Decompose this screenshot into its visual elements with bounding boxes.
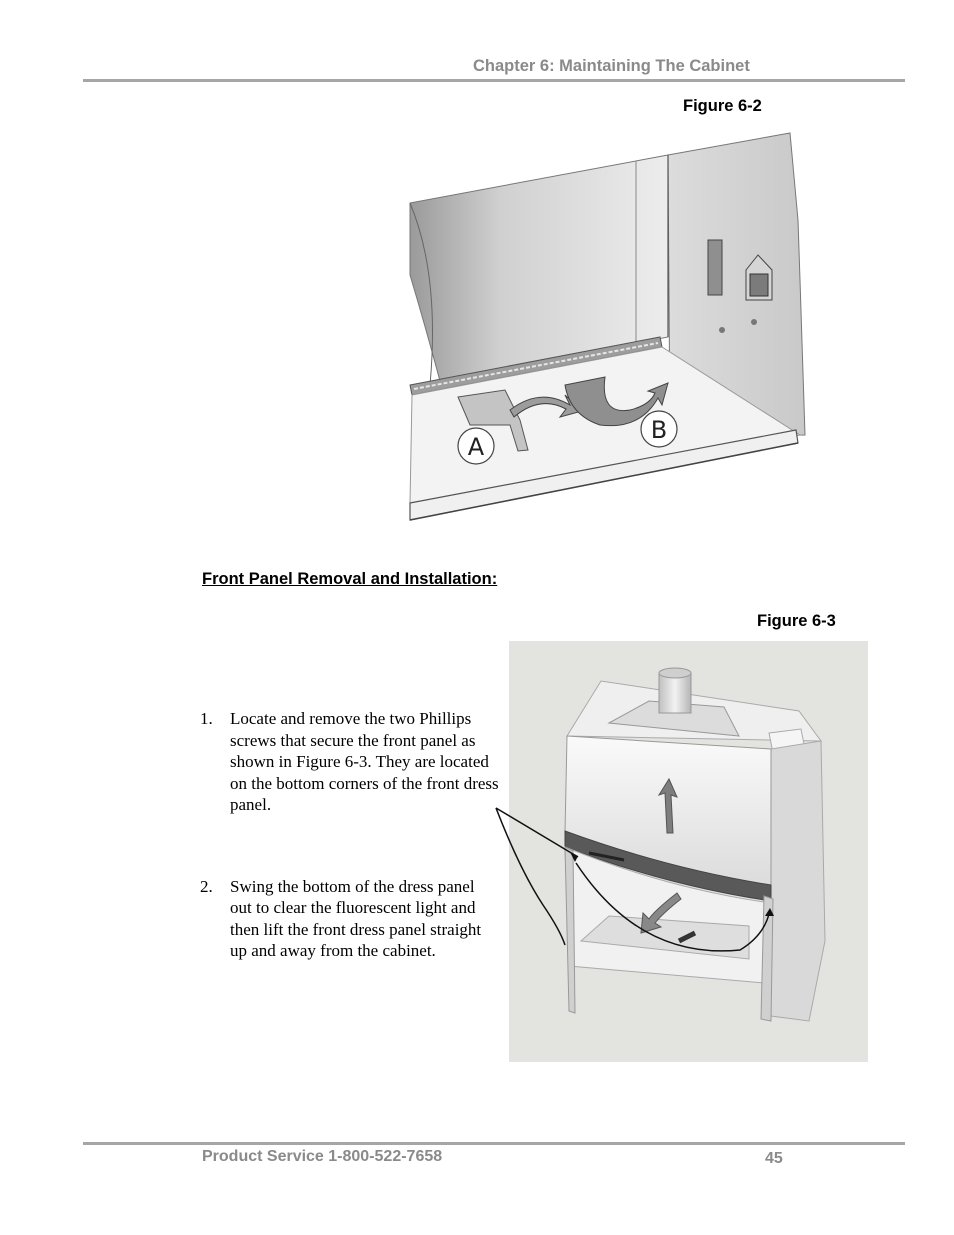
marker-b-label: B: [650, 416, 668, 444]
figure-6-3-label: Figure 6-3: [757, 612, 836, 630]
figure-6-3-illustration: [509, 641, 868, 1062]
step-text: Swing the bottom of the dress panel out to clear the fluorescent light and then lift the front dress panel straight up and away from the cabinet.: [230, 876, 482, 960]
header-rule: [83, 79, 905, 82]
page-number: 45: [765, 1150, 783, 1167]
figure-6-2-label: Figure 6-2: [683, 97, 762, 115]
section-title: Front Panel Removal and Installation:: [202, 570, 498, 588]
chapter-header: Chapter 6: Maintaining The Cabinet: [473, 57, 750, 75]
step-number: 1.: [200, 709, 213, 728]
step-item: [200, 708, 500, 816]
footer-service-phone: Product Service 1-800-522-7658: [202, 1148, 443, 1165]
step-item: [200, 876, 500, 962]
footer-rule: [83, 1142, 905, 1145]
step-number: 2.: [200, 876, 213, 896]
step-text: Locate and remove the two Phillips screws that secure the front panel as shown in Figure 6-3. They are located on the bottom corners of the front dress panel.: [230, 709, 499, 814]
steps-list: [200, 708, 500, 962]
figure-6-2-illustration: [400, 125, 830, 535]
marker-a-label: A: [467, 433, 485, 461]
